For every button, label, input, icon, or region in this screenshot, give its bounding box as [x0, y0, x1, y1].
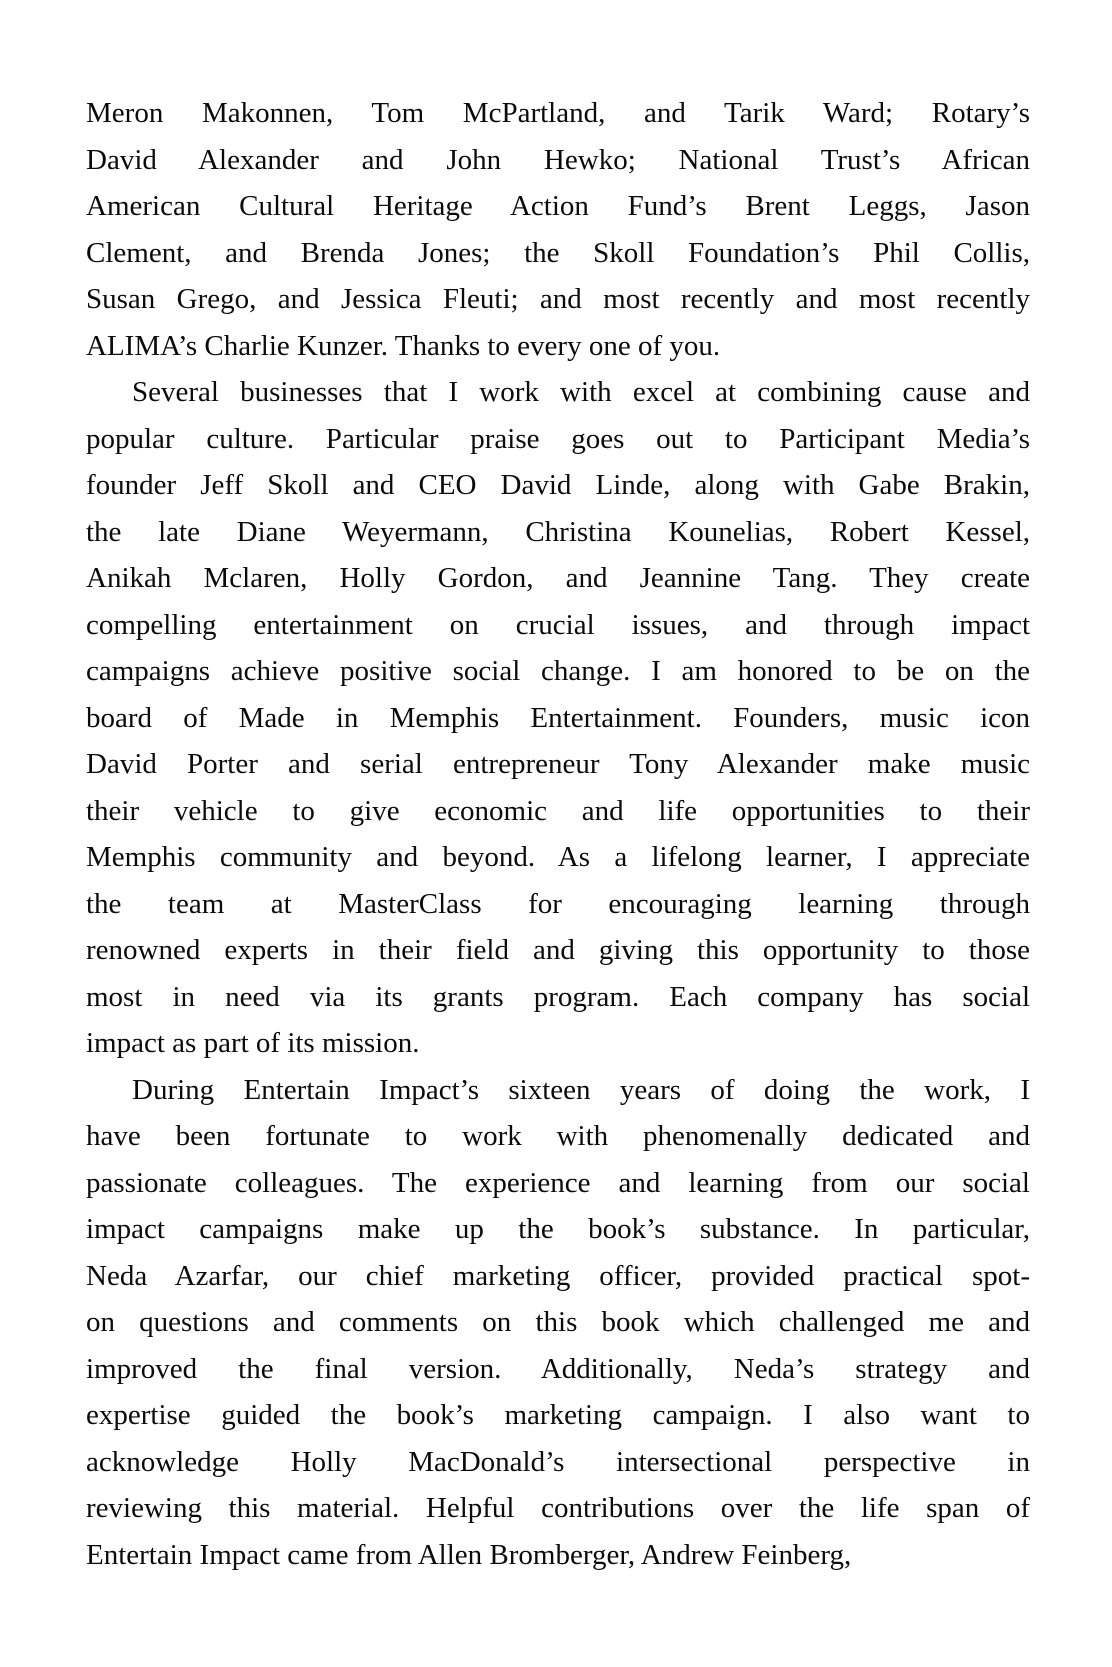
paragraph-1: [86, 90, 1030, 369]
text-line: Anikah Mclaren, Holly Gordon, and Jeannine Tang. They create: [86, 562, 1030, 594]
text-line: Entertain Impact came from Allen Bromberger, Andrew Feinberg,: [86, 1538, 852, 1571]
text-line: their vehicle to give economic and life opportunities to their: [86, 794, 1030, 827]
text-line: the team at MasterClass for encouraging learning through: [86, 887, 1030, 920]
text-line: Memphis community and beyond. As a lifelong learner, I appreciate: [86, 841, 1030, 873]
text-line: the late Diane Weyermann, Christina Kounelias, Robert Kessel,: [86, 515, 1030, 548]
text-line: During Entertain Impact’s sixteen years of doing the work, I: [132, 1073, 1030, 1106]
text-line: Susan Grego, and Jessica Fleuti; and most recently and most recently: [86, 283, 1030, 315]
text-line: passionate colleagues. The experience and learning from our social: [86, 1166, 1030, 1199]
text-line: acknowledge Holly MacDonald’s intersectional perspective in: [86, 1445, 1030, 1478]
text-line: popular culture. Particular praise goes out to Participant Media’s: [86, 422, 1030, 455]
text-line: most in need via its grants program. Each company has social: [86, 980, 1030, 1013]
text-line: ALIMA’s Charlie Kunzer. Thanks to every one of you.: [86, 329, 721, 362]
text-line: expertise guided the book’s marketing campaign. I also want to: [86, 1399, 1030, 1431]
text-line: Neda Azarfar, our chief marketing officer, provided practical spot-: [86, 1259, 1030, 1292]
text-line: have been fortunate to work with phenomenally dedicated and: [86, 1120, 1030, 1152]
paragraph-2: [86, 369, 1030, 1067]
text-line: founder Jeff Skoll and CEO David Linde, along with Gabe Brakin,: [86, 469, 1030, 501]
text-line: improved the final version. Additionally, Neda’s strategy and: [86, 1352, 1030, 1385]
text-line: on questions and comments on this book which challenged me and: [86, 1306, 1030, 1338]
text-line: impact as part of its mission.: [86, 1027, 420, 1059]
text-line: Meron Makonnen, Tom McPartland, and Tarik Ward; Rotary’s: [86, 97, 1030, 129]
text-line: compelling entertainment on crucial issues, and through impact: [86, 608, 1030, 641]
text-line: board of Made in Memphis Entertainment. Founders, music icon: [86, 701, 1030, 734]
text-line: campaigns achieve positive social change. I am honored to be on the: [86, 655, 1030, 687]
text-line: Clement, and Brenda Jones; the Skoll Foundation’s Phil Collis,: [86, 236, 1030, 269]
text-line: impact campaigns make up the book’s substance. In particular,: [86, 1213, 1030, 1245]
text-line: David Alexander and John Hewko; National Trust’s African: [86, 143, 1030, 176]
text-line: Several businesses that I work with excel at combining cause and: [132, 376, 1030, 408]
text-line: David Porter and serial entrepreneur Tony Alexander make music: [86, 748, 1030, 780]
text-line: reviewing this material. Helpful contributions over the life span of: [86, 1492, 1030, 1524]
text-line: renowned experts in their field and giving this opportunity to those: [86, 934, 1030, 966]
paragraph-3: [86, 1067, 1030, 1579]
text-line: American Cultural Heritage Action Fund’s Brent Leggs, Jason: [86, 190, 1030, 222]
